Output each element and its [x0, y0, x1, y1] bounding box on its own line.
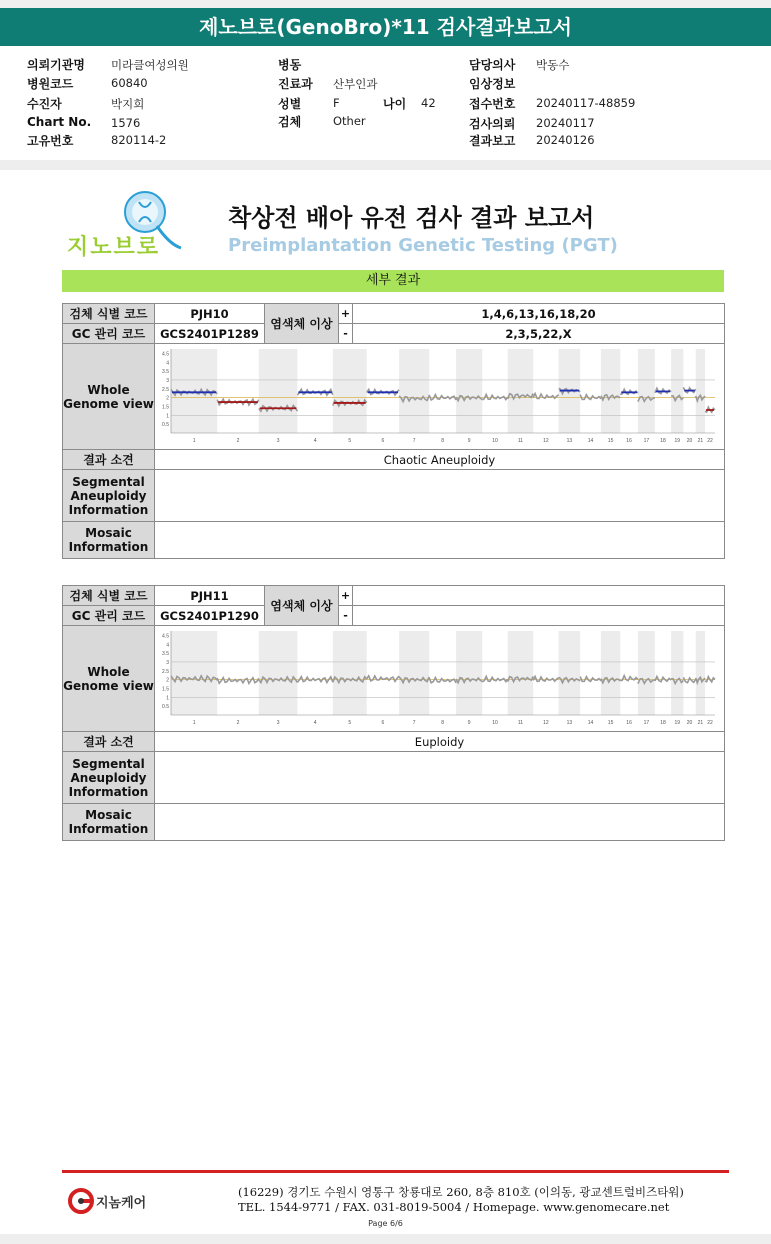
- y-tick-label: 4: [166, 641, 169, 648]
- label-sex: 성별: [278, 97, 302, 111]
- y-tick-label: 2: [166, 677, 169, 684]
- genome-chart-cell: [155, 626, 725, 732]
- chromosome-band: [333, 631, 367, 715]
- top-strip: [0, 0, 771, 8]
- x-tick-label: 10: [492, 719, 498, 726]
- x-tick-label: 19: [674, 719, 681, 726]
- x-tick-label: 15: [607, 437, 614, 444]
- copy-number-trace: [533, 676, 558, 681]
- report-title: 제노브로(GenoBro)*11 검사결과보고서: [0, 8, 771, 46]
- x-tick-label: 16: [626, 719, 632, 726]
- x-tick-label: 17: [643, 437, 650, 444]
- x-tick-label: 1: [192, 437, 196, 444]
- chromosome-band: [638, 631, 655, 715]
- header-separator: [0, 160, 771, 170]
- y-tick-label: 1: [166, 412, 169, 419]
- specimen-id-value: PJH10: [155, 304, 265, 324]
- chromosome-band: [601, 349, 620, 433]
- y-tick-label: 4.5: [162, 632, 169, 639]
- footer-line: [62, 1170, 729, 1173]
- whole-genome-label: Whole Genome view: [63, 626, 155, 732]
- gc-code-value: GCS2401P1289: [155, 324, 265, 344]
- chromosome-abnormality-label: 염색체 이상: [265, 586, 339, 626]
- chromosome-band: [171, 631, 217, 715]
- x-tick-label: 8: [441, 437, 445, 444]
- y-tick-label: 4.5: [162, 350, 169, 357]
- chromosome-band: [696, 631, 705, 715]
- x-tick-label: 10: [492, 437, 498, 444]
- copy-number-trace: [533, 393, 558, 398]
- value-specimen: Other: [333, 114, 366, 128]
- gc-code-label: GC 관리 코드: [63, 606, 155, 626]
- gc-code-label: GC 관리 코드: [63, 324, 155, 344]
- x-tick-label: 9: [467, 719, 471, 726]
- footer-address: (16229) 경기도 수원시 영통구 창룡대로 260, 8층 810호 (이의동, 광교센트럴비즈타워): [238, 1185, 684, 1199]
- chromosome-band: [259, 631, 298, 715]
- y-tick-label: 0.5: [162, 703, 169, 710]
- gain-chromosomes: 1,4,6,13,16,18,20: [353, 304, 725, 324]
- chromosome-band: [333, 349, 367, 433]
- label-institution: 의뢰기관명: [27, 58, 85, 72]
- chromosome-band: [671, 631, 683, 715]
- copy-number-trace: [429, 394, 456, 399]
- copy-number-trace: [580, 676, 601, 681]
- gain-sign: +: [339, 304, 353, 324]
- whole-genome-chart: [155, 347, 720, 447]
- value-doctor: 박동수: [536, 58, 570, 72]
- value-accession: 20240117-48859: [536, 96, 636, 110]
- x-tick-label: 12: [543, 437, 549, 444]
- chromosome-band: [259, 349, 298, 433]
- segmental-value: [155, 752, 725, 804]
- value-unique-no: 820114-2: [111, 133, 167, 147]
- result-label: 결과 소견: [63, 450, 155, 470]
- y-tick-label: 2.5: [162, 668, 169, 675]
- x-tick-label: 12: [543, 719, 549, 726]
- label-report-date: 결과보고: [469, 134, 516, 148]
- mosaic-value: [155, 804, 725, 841]
- x-tick-label: 15: [607, 719, 614, 726]
- x-tick-label: 13: [566, 719, 573, 726]
- sample-result-table: [62, 585, 725, 841]
- loss-chromosomes: [353, 606, 725, 626]
- x-tick-label: 14: [587, 437, 594, 444]
- x-tick-label: 18: [660, 437, 666, 444]
- value-institution: 미라클여성의원: [111, 58, 189, 72]
- label-ward: 병동: [278, 58, 302, 72]
- x-tick-label: 20: [686, 437, 693, 444]
- chromosome-band: [508, 631, 533, 715]
- label-clinical-info: 임상정보: [469, 77, 516, 91]
- chromosome-band: [456, 349, 482, 433]
- footer-address-block: [238, 1185, 684, 1215]
- value-age: 42: [421, 96, 436, 110]
- logo-text: 지노브로: [67, 235, 161, 260]
- value-hospital-code: 60840: [111, 76, 148, 90]
- x-tick-label: 13: [566, 437, 573, 444]
- value-request-date: 20240117: [536, 116, 595, 130]
- report-heading: 착상전 배아 유전 검사 결과 보고서: [228, 204, 595, 232]
- gain-sign: +: [339, 586, 353, 606]
- x-tick-label: 2: [236, 437, 240, 444]
- x-tick-label: 17: [643, 719, 650, 726]
- x-tick-label: 22: [707, 719, 713, 726]
- label-hospital-code: 병원코드: [27, 77, 74, 91]
- label-department: 진료과: [278, 77, 313, 91]
- footer-contact: TEL. 1544-9771 / FAX. 031-8019-5004 / Homepage. www.genomecare.net: [238, 1200, 670, 1214]
- label-specimen: 검체: [278, 115, 302, 129]
- page-number: Page 6/6: [368, 1219, 403, 1228]
- x-tick-label: 21: [697, 719, 704, 726]
- chromosome-band: [601, 631, 620, 715]
- label-doctor: 담당의사: [469, 58, 516, 72]
- genome-chart-cell: [155, 344, 725, 450]
- value-report-date: 20240126: [536, 133, 595, 147]
- x-tick-label: 4: [313, 437, 317, 444]
- result-label: 결과 소견: [63, 732, 155, 752]
- chromosome-band: [456, 631, 482, 715]
- label-unique-no: 고유번호: [27, 134, 74, 148]
- genomecare-logo: [66, 1186, 156, 1216]
- y-tick-label: 3.5: [162, 368, 169, 375]
- x-tick-label: 11: [517, 437, 524, 444]
- x-tick-label: 16: [626, 437, 632, 444]
- gc-code-value: GCS2401P1290: [155, 606, 265, 626]
- x-tick-label: 4: [313, 719, 317, 726]
- y-tick-label: 1: [166, 694, 169, 701]
- chromosome-band: [559, 631, 581, 715]
- specimen-id-value: PJH11: [155, 586, 265, 606]
- y-tick-label: 0.5: [162, 421, 169, 428]
- footer-brand: 지놈케어: [96, 1196, 147, 1211]
- specimen-id-label: 검체 식별 코드: [63, 304, 155, 324]
- x-tick-label: 2: [236, 719, 240, 726]
- gain-chromosomes: [353, 586, 725, 606]
- x-tick-label: 22: [707, 437, 713, 444]
- x-tick-label: 8: [441, 719, 445, 726]
- result-value: Euploidy: [155, 732, 725, 752]
- label-patient: 수진자: [27, 97, 62, 111]
- segmental-label: Segmental Aneuploidy Information: [63, 470, 155, 522]
- y-tick-label: 3.5: [162, 650, 169, 657]
- chromosome-band: [508, 349, 533, 433]
- x-tick-label: 7: [412, 437, 416, 444]
- value-patient: 박지희: [111, 97, 145, 111]
- x-tick-label: 20: [686, 719, 693, 726]
- mosaic-value: [155, 522, 725, 559]
- x-tick-label: 7: [412, 719, 416, 726]
- label-request-date: 검사의뢰: [469, 117, 516, 131]
- chromosome-band: [671, 349, 683, 433]
- x-tick-label: 18: [660, 719, 666, 726]
- x-tick-label: 6: [381, 437, 385, 444]
- mosaic-label: Mosaic Information: [63, 522, 155, 559]
- section-title: 세부 결과: [62, 270, 724, 292]
- chromosome-band: [399, 631, 429, 715]
- specimen-id-label: 검체 식별 코드: [63, 586, 155, 606]
- x-tick-label: 5: [348, 437, 352, 444]
- x-tick-label: 11: [517, 719, 524, 726]
- chromosome-band: [638, 349, 655, 433]
- y-tick-label: 3: [166, 377, 169, 384]
- chromosome-band: [399, 349, 429, 433]
- copy-number-trace: [580, 394, 601, 399]
- x-tick-label: 9: [467, 437, 471, 444]
- x-tick-label: 19: [674, 437, 681, 444]
- whole-genome-label: Whole Genome view: [63, 344, 155, 450]
- bottom-strip: [0, 1234, 771, 1244]
- report-subheading: Preimplantation Genetic Testing (PGT): [228, 235, 618, 256]
- y-tick-label: 4: [166, 359, 169, 366]
- copy-number-trace: [655, 676, 671, 681]
- label-chart-no: Chart No.: [27, 115, 92, 129]
- y-tick-label: 1.5: [162, 685, 169, 692]
- copy-number-trace: [367, 675, 399, 681]
- chromosome-band: [696, 349, 705, 433]
- value-chart-no: 1576: [111, 116, 141, 130]
- loss-chromosomes: 2,3,5,22,X: [353, 324, 725, 344]
- x-tick-label: 14: [587, 719, 594, 726]
- segmental-label: Segmental Aneuploidy Information: [63, 752, 155, 804]
- y-tick-label: 3: [166, 659, 169, 666]
- whole-genome-chart: [155, 629, 720, 729]
- loss-sign: -: [339, 324, 353, 344]
- mosaic-label: Mosaic Information: [63, 804, 155, 841]
- x-tick-label: 6: [381, 719, 385, 726]
- value-sex: F: [333, 96, 340, 110]
- loss-sign: -: [339, 606, 353, 626]
- segmental-value: [155, 470, 725, 522]
- chromosome-abnormality-label: 염색체 이상: [265, 304, 339, 344]
- x-tick-label: 3: [276, 437, 280, 444]
- copy-number-trace: [429, 677, 456, 682]
- x-tick-label: 3: [276, 719, 280, 726]
- y-tick-label: 2: [166, 395, 169, 402]
- x-tick-label: 5: [348, 719, 352, 726]
- x-tick-label: 1: [192, 719, 196, 726]
- genomecare-logo-icon: [66, 1186, 96, 1216]
- x-tick-label: 21: [697, 437, 704, 444]
- sample-result-table: [62, 303, 725, 559]
- value-department: 산부인과: [333, 77, 378, 91]
- copy-number-trace: [683, 677, 695, 682]
- y-tick-label: 2.5: [162, 386, 169, 393]
- label-age: 나이: [383, 97, 407, 111]
- copy-number-trace: [217, 677, 259, 683]
- result-value: Chaotic Aneuploidy: [155, 450, 725, 470]
- label-accession: 접수번호: [469, 97, 516, 111]
- patient-info-header: [0, 52, 771, 152]
- y-tick-label: 1.5: [162, 403, 169, 410]
